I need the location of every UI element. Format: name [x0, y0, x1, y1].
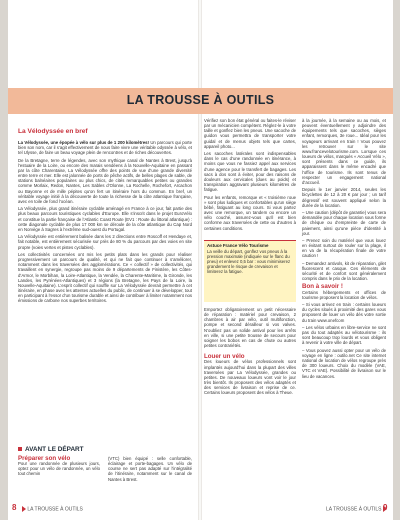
train-item: – Si vous arrivez en train : certains loueurs du cycles situés à proximité des gares vous proposent de louer un vélo dès votre sortie du train www.onefcom: [302, 302, 386, 323]
intro-paragraph: [18, 140, 192, 155]
louer-heading: Louer un vélo: [204, 353, 245, 361]
reparation-paragraph: Emportez obligatoirement un petit nécessaire de réparation : matériel pour crevaison, 2 chambres à air par vélo, outil multifonction, pompe et second dérailleur si vos valves. N’oubliez pas un solide antivol pour les arrêts en ville, si une petite trousse de secours pour soigner les bobos en cas de chute ou autres petites contrariétés.: [204, 307, 296, 349]
en-ligne-item: – Vous pouvez aussi opter pour un vélo de voyage en ligne : outilo.net Ce site internet national de location de vélos regroupe près de 300 loueurs. Choix du modèle (VAE, VTC et VAE). Possibilité de livraison sur le lieu de vacances.: [302, 347, 386, 379]
astuce-box: [204, 240, 296, 302]
right-footer: [326, 506, 387, 512]
antivols-item: – Demandez antivols, kit de réparation, gilet fluorescent et casque. Ces éléments de sécurité et de confort sont généralement compris dans le prix de la location.: [302, 260, 386, 282]
section-heading-velodyssee: La Vélodyssée en bref: [18, 128, 88, 135]
preparer-column: [18, 456, 100, 479]
arrow-icon: [22, 506, 26, 512]
right-page-number: 9: [383, 503, 388, 512]
right-column: [302, 118, 386, 381]
mid-column-bottom: [204, 307, 296, 398]
avant-depart-heading: [18, 446, 84, 453]
vtc-column: [108, 456, 192, 484]
astuce-title: Astuce France Vélo Tourisme: [207, 243, 269, 248]
page-gutter: [198, 0, 202, 520]
hebergements-paragraph: Certains hébergements et offices de tourisme proposent la location de vélos.: [302, 289, 386, 300]
enfants-paragraph: Pour les enfants, remorque et « troisième roue » sont plus ludiques et confortables qu’un siège bébé, fatiguant au long cours. Si vous partez avec une remorque, un tandem ou encore un vélo couché, assurez-vous qu’il est bien conforme aux traversées de cette ou d’autres à certaines conditions.: [204, 194, 296, 231]
bon-a-savoir-heading: Bon à savoir !: [302, 283, 343, 291]
revision-paragraph: Vérifiez son bon état général ou faites-le réviser par un mécanicien compétent. Réglez-le à votre taille et gonflez bien les pneus. Une sacoche de guidon vous permettra de transporter votre guidal et de menus objets tels que cartes, appareil photo...: [204, 118, 296, 149]
vtc-text: (VTC) bien équipé : selle confortable, éclairage et porte-bagages. Un vélo de course ne sert pas adapté sur l’intégralité de l’itinéraire, notamment sur le canal de Nantes à Brest.: [108, 456, 192, 482]
left-page-number: 8: [12, 503, 17, 512]
balisage-paragraph: La Vélodyssée est entièrement balisée dans les 2 directions entre Roscoff et Hendaye et, fait notable, est entièrement sécurisée sur près de 80 % du parcours par des voies en site propre (voies vertes et pistes cyclables).: [18, 234, 192, 250]
square-bullet-icon: [18, 447, 22, 451]
right-footer-label: LA TROUSSE À OUTILS: [326, 506, 382, 513]
preparer-heading: Préparer son vélo: [18, 455, 71, 462]
left-intro-column: [18, 140, 192, 306]
tarif-paragraph: Depuis le 1er janvier 2014, seules les bicyclettes de 12 à 20 € par jour ; un tarif dégressif est souvent appliqué selon la durée de la location.: [302, 187, 386, 208]
book-spread: [8, 0, 393, 520]
astuce-body: La veille du départ, gonflez vos pneus à la pression maximale (indiquée sur le flanc du pneu) et enlevez 0,5 bar : vous minimiserez grandement le risque de crevaison et limiterez la fatigue.: [207, 249, 291, 275]
banner-title: LA TROUSSE À OUTILS: [126, 93, 275, 107]
caution-item: – Une caution (dépôt de garantie) vous sera demandée pour chaque location sous forme de chèque ou d’empreinte de carte de paiement, ainsi qu’une pièce d’identité à jour.: [302, 210, 386, 236]
libre-service-item: – Les vélos urbains en libre-service ne sont pas du tout adaptés au vélotourisme : ils sont beaucoup trop lourds et vous obligent à revenir à votre ville de départ.: [302, 324, 386, 346]
eurovelo-paragraph: La Vélodyssée, plus grand itinéraire cyclable aménagé en France à ce jour, fait partie des plus beaux parcours touristiques cyclables d’Europe. Elle s’inscrit dans le projet EuroVélo et constitue la partie française de l’Atlantic Coast Route (EV1 : Route du littoral atlantique) : cette diagonale cyclable de plus 17 000 km se déroule de la côte atlantique du Cap Nord en Norvège à Sagres à l’extrême sud-ouest du Portugal.: [18, 206, 192, 232]
preparer-text: Pour une randonnée de plusieurs jours, optez pour un vélo de randonnée, un vélo tout chemin: [18, 461, 100, 477]
left-footer-label: LA TROUSSE À OUTILS: [27, 506, 83, 513]
intro-lead: La Vélodyssée, une épopée à vélo sur plus de 1 200 kilomètres!: [18, 140, 149, 145]
bretagne-paragraph: De la Bretagne, terre de légendes, avec son mythique canal de Nantes à Brest, jusqu’à l’estuaire de la Loire, ou encore des marais vendéens à la Nouvelle-Aquitaine en passant par la côte Charentaise, La Vélodyssée offre des points de vue d’une grande diversité entre terre et mer. Elle est jalonnée de ports de pêche actifs, de belles plages de sable, de stations balnéaires populaires ou plus chics, de cités remarquables petites ou grandes comme Morlaix, Redon, Nantes, Les Sables d’Olonne, La Rochelle, Rochefort, Arcachon ou Bayonne et de mille pépites qu’on fert un itinéraire hors du commun. En bref, un véritable voyage initié à la découverte de toute la richesse de la côte atlantique française, avec en toile de fond l’océan.: [18, 157, 192, 204]
materiel-item: – Prenez soin du matériel que vous louez en évitant surtout de rouler sur la plage, il en va de la récupération finale de votre caution !: [302, 238, 386, 259]
mid-column-top: [204, 118, 296, 233]
left-footer: [22, 506, 83, 512]
collectivites-paragraph: Les collectivités concernées ont mis les petits plats dans les grands pour réaliser progressivement un parcours de qualité, et qui ne fait que continuer à s’améliorer, notamment dans les traversées des agglomérations. Ce « collectif » de collectivités, qui travaillent en synergie, regroupe pas moins de 9 départements de Finistère, les Côtes-d’Armor, le Morbihan, la Loire-Atlantique, la Vendée, la Charente-Maritime, la Gironde, les Landes, les Pyrénées-Atlantiques) et 3 régions (la Bretagne, les Pays de la Loire, la Nouvelle-Aquitaine). L’esprit collectif qui souffle sur La Vélodyssée devrait permettre à cet itinéraire, en phase avec les attentes actuelles du public, de continuer à se développer, tout en participant à l’essor d’un tourisme durable et ainsi de contribuer à limiter notamment nos émissions de carbone nos superbes territoires.: [18, 251, 192, 304]
location-paragraph: à la journée, à la semaine ou au mois, et peuvent éventuellement y adjoindre des équipements tels que sacoches, sièges enfant, remorques, 3e roue... Idéal pour les voyageurs arrivant en train ! Vous pouvez les retrouver sur le site www.francevelotourisme.com. Lorsque ces loueurs de vélos, marqués « Accueil Vélo », sont présents dans ce guide, ils apparaissent dans le même encadré que l’office de tourisme. Ils sont tenus de respecter un engagement national d’accueil.: [302, 118, 386, 185]
intro-body: Un parcours qui porte bien son nom, car il s’agit effectivement de nous faire vivre une véritable odyssée à vélo, et tel Ulysse, de faire un beau voyage plein de rencontres et de riches découvertes.: [18, 140, 192, 156]
avant-depart-label: AVANT LE DÉPART: [25, 446, 84, 453]
louer-paragraph: Des loueurs de vélos professionnels sont implantés aujourd’hui dans la plupart des villes traversées par La Vélodyssée, grandes ou petites. De nouveaux loueurs vont voir le jour très bientôt. Ils proposent des vélos adaptés et des services de livraison et reprise de ce. Certains loueurs proposent des vélos à Theue.: [204, 359, 296, 396]
sacoches-paragraph: Les sacoches latérales sont indispensables dans le cas d’une randonnée en itinérance, à moins que vous ne fassiez appel aux services d’une agence pour le transfert de bagages. Les sacs à dos sont à éviter, pour des raisons de douleurs aux cervicales (dues au poids) et transpiration aggravant plusieurs kilomètres de fatigue.: [204, 151, 296, 193]
